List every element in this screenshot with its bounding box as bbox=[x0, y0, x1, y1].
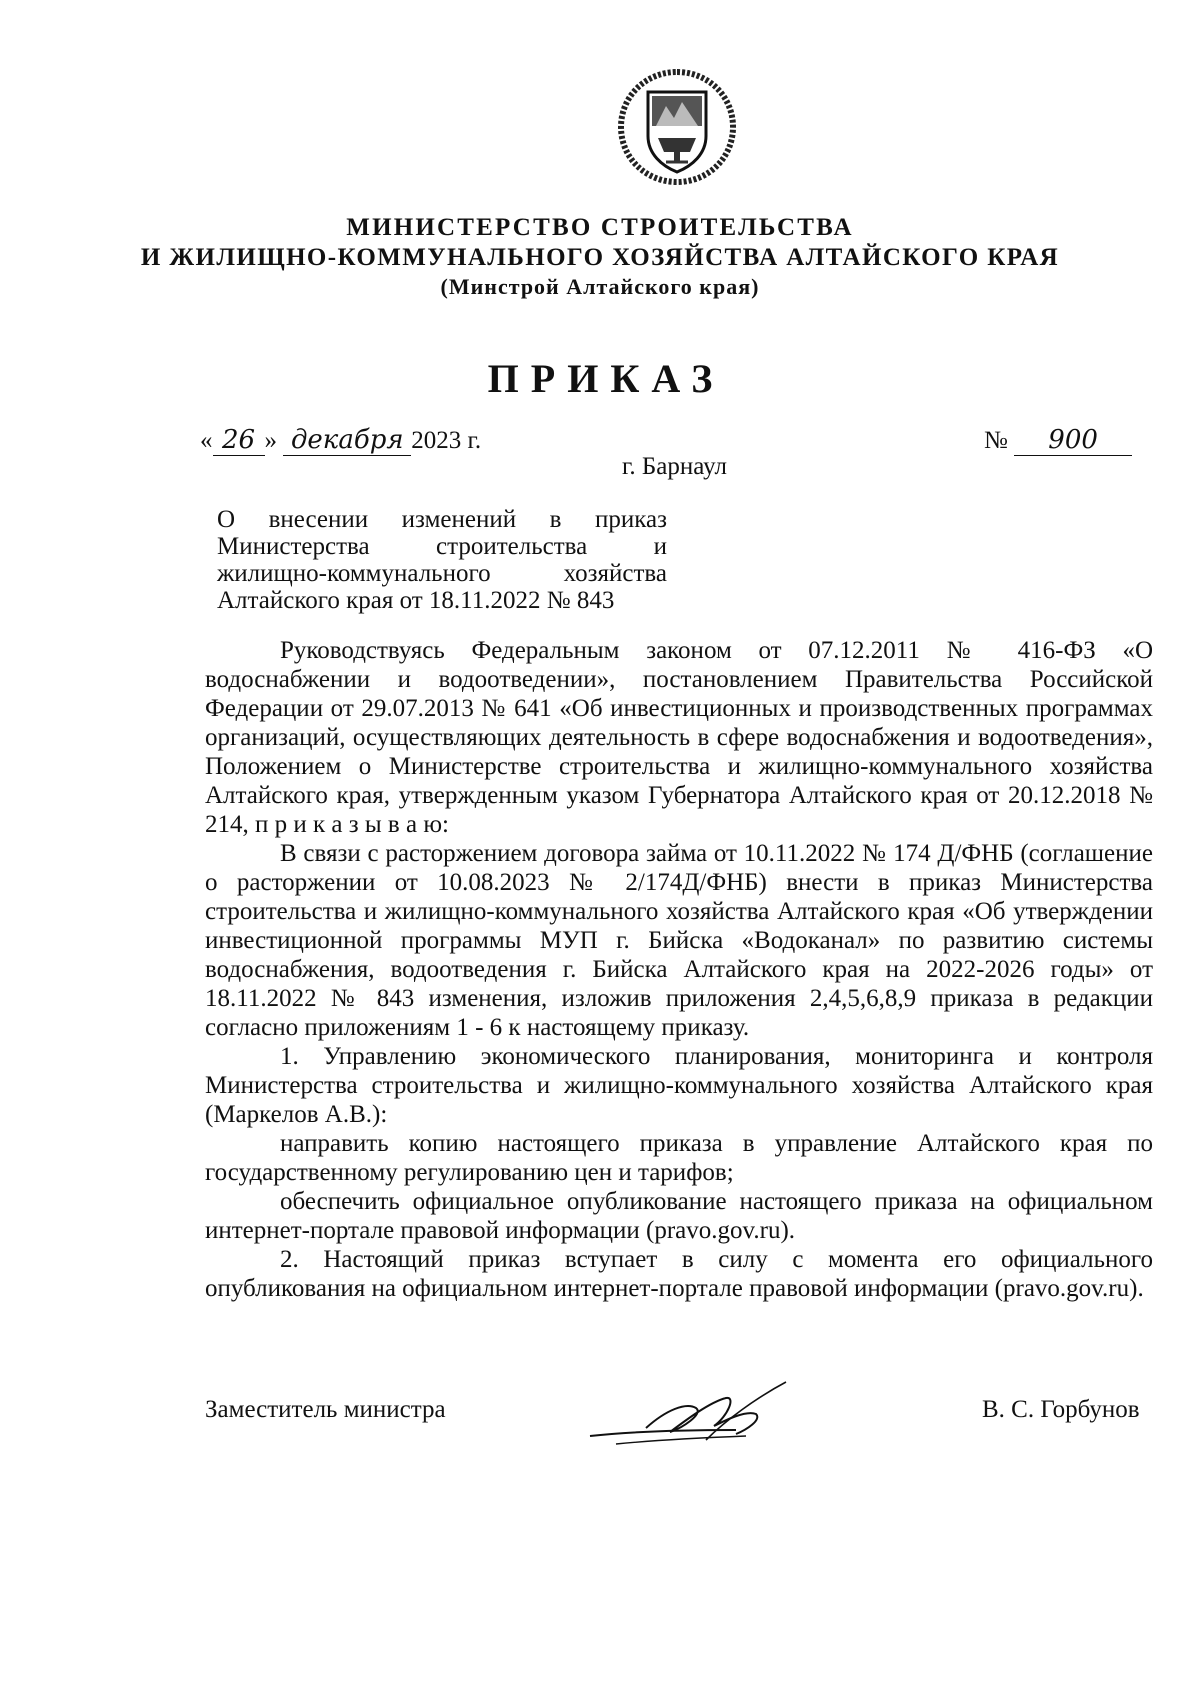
document-type-title: ПРИКАЗ bbox=[487, 356, 725, 401]
date-year: 2023 г. bbox=[411, 427, 482, 454]
subject-line: Министерства строительства и bbox=[217, 533, 667, 560]
subject-line: жилищно-коммунального хозяйства bbox=[217, 560, 667, 587]
body-paragraph: обеспечить официальное опубликование настоящего приказа на официальном интернет-портале правовой информации (pravo.gov.ru). bbox=[205, 1188, 1153, 1244]
coat-of-arms-emblem bbox=[612, 68, 742, 186]
number-prefix: № bbox=[984, 427, 1008, 454]
date-open-quote: « bbox=[200, 427, 213, 454]
body-paragraph: 2. Настоящий приказ вступает в силу с момента его официального опубликования на официальном интернет-портале правовой информации (pravo.gov.ru). bbox=[205, 1246, 1153, 1302]
date-close-quote: » bbox=[264, 427, 277, 454]
date-month: декабря bbox=[283, 425, 411, 456]
city: г. Барнаул bbox=[622, 453, 727, 480]
signer-name: В. С. Горбунов bbox=[982, 1396, 1140, 1423]
body-paragraph: Руководствуясь Федеральным законом от 07.12.2011 № 416-ФЗ «О водоснабжении и водоотведении», постановлением Правительства Российской Федерации от 29.07.2013 № 641 «Об инвестиционных и производственных программах организаций, осуществляющих деятельность в сфере водоснабжения и водоотведения», Положением о Министерстве строительства и жилищно-коммунального хозяйства Алтайского края, утвержденным указом Губернатора Алтайского края от 20.12.2018 № 214, п р и к а з ы в а ю: bbox=[205, 637, 1153, 838]
subject-line: О внесении изменений в приказ bbox=[217, 506, 667, 533]
handwritten-signature bbox=[586, 1380, 791, 1454]
date-day: 26 bbox=[213, 425, 265, 456]
signer-position: Заместитель министра bbox=[205, 1396, 446, 1423]
org-short-name: (Минстрой Алтайского края) bbox=[440, 274, 760, 299]
document-body bbox=[205, 636, 1153, 1303]
number-value: 900 bbox=[1014, 425, 1132, 456]
body-paragraph: направить копию настоящего приказа в управление Алтайского края по государственному регулированию цен и тарифов; bbox=[205, 1130, 1153, 1186]
subject-line: Алтайского края от 18.11.2022 № 843 bbox=[217, 587, 615, 614]
document-number bbox=[984, 425, 1132, 456]
body-paragraph: В связи с расторжением договора займа от 10.11.2022 № 174 Д/ФНБ (соглашение о расторжении от 10.08.2023 № 2/174Д/ФНБ) внести в приказ Министерства строительства и жилищно-коммунального хозяйства Алтайского края «Об утверждении инвестиционной программы МУП г. Бийска «Водоканал» по развитию системы водоснабжения, водоотведения г. Бийска Алтайского края на 2022-2026 годы» от 18.11.2022 № 843 изменения, изложив приложения 2,4,5,6,8,9 приказа в редакции согласно приложениям 1 - 6 к настоящему приказу. bbox=[205, 840, 1153, 1041]
org-name-line-2: И ЖИЛИЩНО-КОММУНАЛЬНОГО ХОЗЯЙСТВА АЛТАЙСКОГО КРАЯ bbox=[140, 244, 1060, 271]
body-paragraph: 1. Управлению экономического планирования, мониторинга и контроля Министерства строительства и жилищно-коммунального хозяйства Алтайского края (Маркелов А.В.): bbox=[205, 1043, 1153, 1128]
document-subject bbox=[217, 506, 667, 614]
org-name-line-1: МИНИСТЕРСТВО СТРОИТЕЛЬСТВА bbox=[346, 214, 854, 241]
document-date bbox=[200, 425, 481, 456]
